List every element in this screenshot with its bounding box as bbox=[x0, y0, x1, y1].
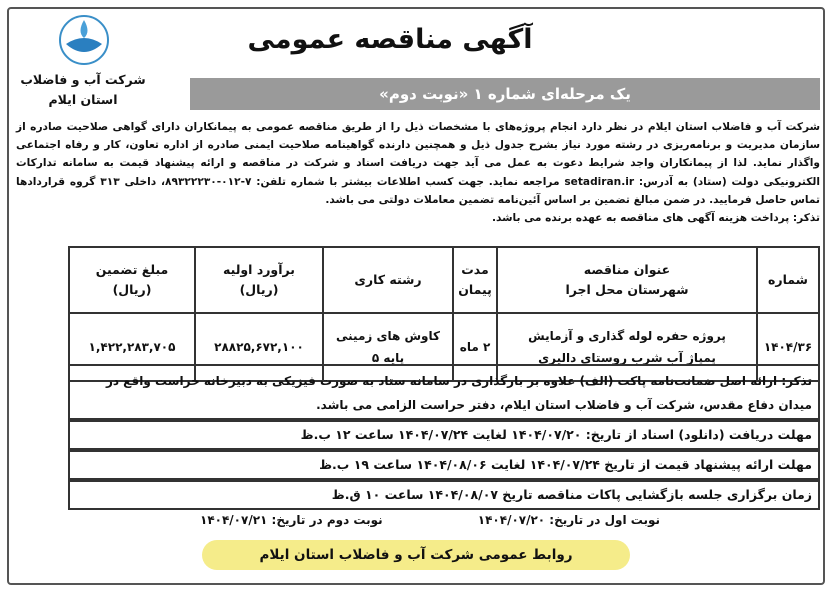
company-line1: شرکت آب و فاضلاب bbox=[20, 72, 146, 87]
company-logo-icon bbox=[58, 14, 110, 66]
header-duration: مدت پیمان bbox=[453, 247, 497, 313]
header-field: رشته کاری bbox=[323, 247, 453, 313]
header-number: شماره bbox=[757, 247, 819, 313]
cell-field: کاوش های زمینی پایه ۵ bbox=[323, 313, 453, 381]
deadline-download: مهلت دریافت (دانلود) اسناد از تاریخ: ۱۴۰۴/۰۷/۲۰ لغایت ۱۴۰۴/۰۷/۲۴ ساعت ۱۲ ب.ظ bbox=[68, 420, 820, 450]
cell-duration: ۲ ماه bbox=[453, 313, 497, 381]
opening-session: زمان برگزاری جلسه بازگشایی پاکات مناقصه تاریخ ۱۴۰۴/۰۸/۰۷ ساعت ۱۰ ق.ظ bbox=[68, 480, 820, 510]
company-name bbox=[18, 70, 148, 110]
table-header-row bbox=[69, 247, 819, 313]
cell-number: ۱۴۰۴/۳۶ bbox=[757, 313, 819, 381]
header-guarantee: مبلغ تضمین (ریال) bbox=[69, 247, 195, 313]
cell-title: پروژه حفره لوله گذاری و آزمایش پمپاژ آب شرب روستای دالیری bbox=[497, 313, 757, 381]
intro-paragraph bbox=[16, 118, 820, 227]
intro-text: شرکت آب و فاضلاب استان ایلام در نظر دارد انجام پروژه‌های با مشخصات ذیل را از طریق مناقصه عمومی به پیمانکاران دارای گواهی صلاحیت صادره از سازمان مدیریت و برنامه‌ریزی در رشته مورد نیاز بشرح جدول ذیل و همچنین دارنده گواهینامه صلاحیت ایمنی صادره از اداره تعاون، کار و رفاه اجتماعی واگذار نماید. لذا از پیمانکاران واجد شرایط دعوت به عمل می آید جهت دریافت اسناد و شرکت در مناقصه و ارائه پیشنهاد قیمت به سامانه تدارکات الکترونیکی دولت (ستاد) به آدرس: setadiran.ir مراجعه نماید. جهت کسب اطلاعات بیشتر با شماره تلفن: ۷-۰۱۲-۸۹۳۲۲۲۳۰، داخلی ۳۱۳ گروه قراردادها تماس حاصل فرمایید. در ضمن مبالغ تضمین بر اساس آئین‌نامه تضمین معاملات دولتی می باشد. bbox=[16, 121, 820, 206]
second-publish-date: نوبت دوم در تاریخ: ۱۴۰۴/۰۷/۲۱ bbox=[200, 513, 383, 527]
deadline-submission: مهلت ارائه پیشنهاد قیمت از تاریخ ۱۴۰۴/۰۷/۲۴ لغایت ۱۴۰۴/۰۸/۰۶ ساعت ۱۹ ب.ظ bbox=[68, 450, 820, 480]
guarantee-note: تذکر: ارائه اصل ضمانت‌نامه پاکت (الف) علاوه بر بارگذاری در سامانه ستاد به صورت فیزیکی به دبیرخانه حراست واقع در میدان دفاع مقدس، شرکت آب و فاضلاب استان ایلام، دفتر حراست الزامی می باشد. bbox=[68, 364, 820, 420]
subtitle-bar: یک مرحله‌ای شماره ۱ «نوبت دوم» bbox=[190, 78, 820, 110]
page-title: آگهی مناقصه عمومی bbox=[247, 24, 533, 55]
tender-table bbox=[68, 246, 820, 382]
header-title: عنوان مناقصه شهرستان محل اجرا bbox=[497, 247, 757, 313]
first-publish-date: نوبت اول در تاریخ: ۱۴۰۴/۰۷/۲۰ bbox=[477, 513, 660, 527]
cell-estimate: ۲۸۸۲۵,۶۷۲,۱۰۰ bbox=[195, 313, 323, 381]
header-estimate: برآورد اولیه (ریال) bbox=[195, 247, 323, 313]
public-relations-footer: روابط عمومی شرکت آب و فاضلاب استان ایلام bbox=[202, 540, 630, 570]
company-line2: استان ایلام bbox=[48, 92, 118, 107]
reminder-text: تذکر: پرداخت هزینه آگهی های مناقصه به عهده برنده می باشد. bbox=[491, 212, 820, 225]
cell-guarantee: ۱,۴۲۲,۲۸۳,۷۰۵ bbox=[69, 313, 195, 381]
publish-dates bbox=[200, 513, 660, 527]
